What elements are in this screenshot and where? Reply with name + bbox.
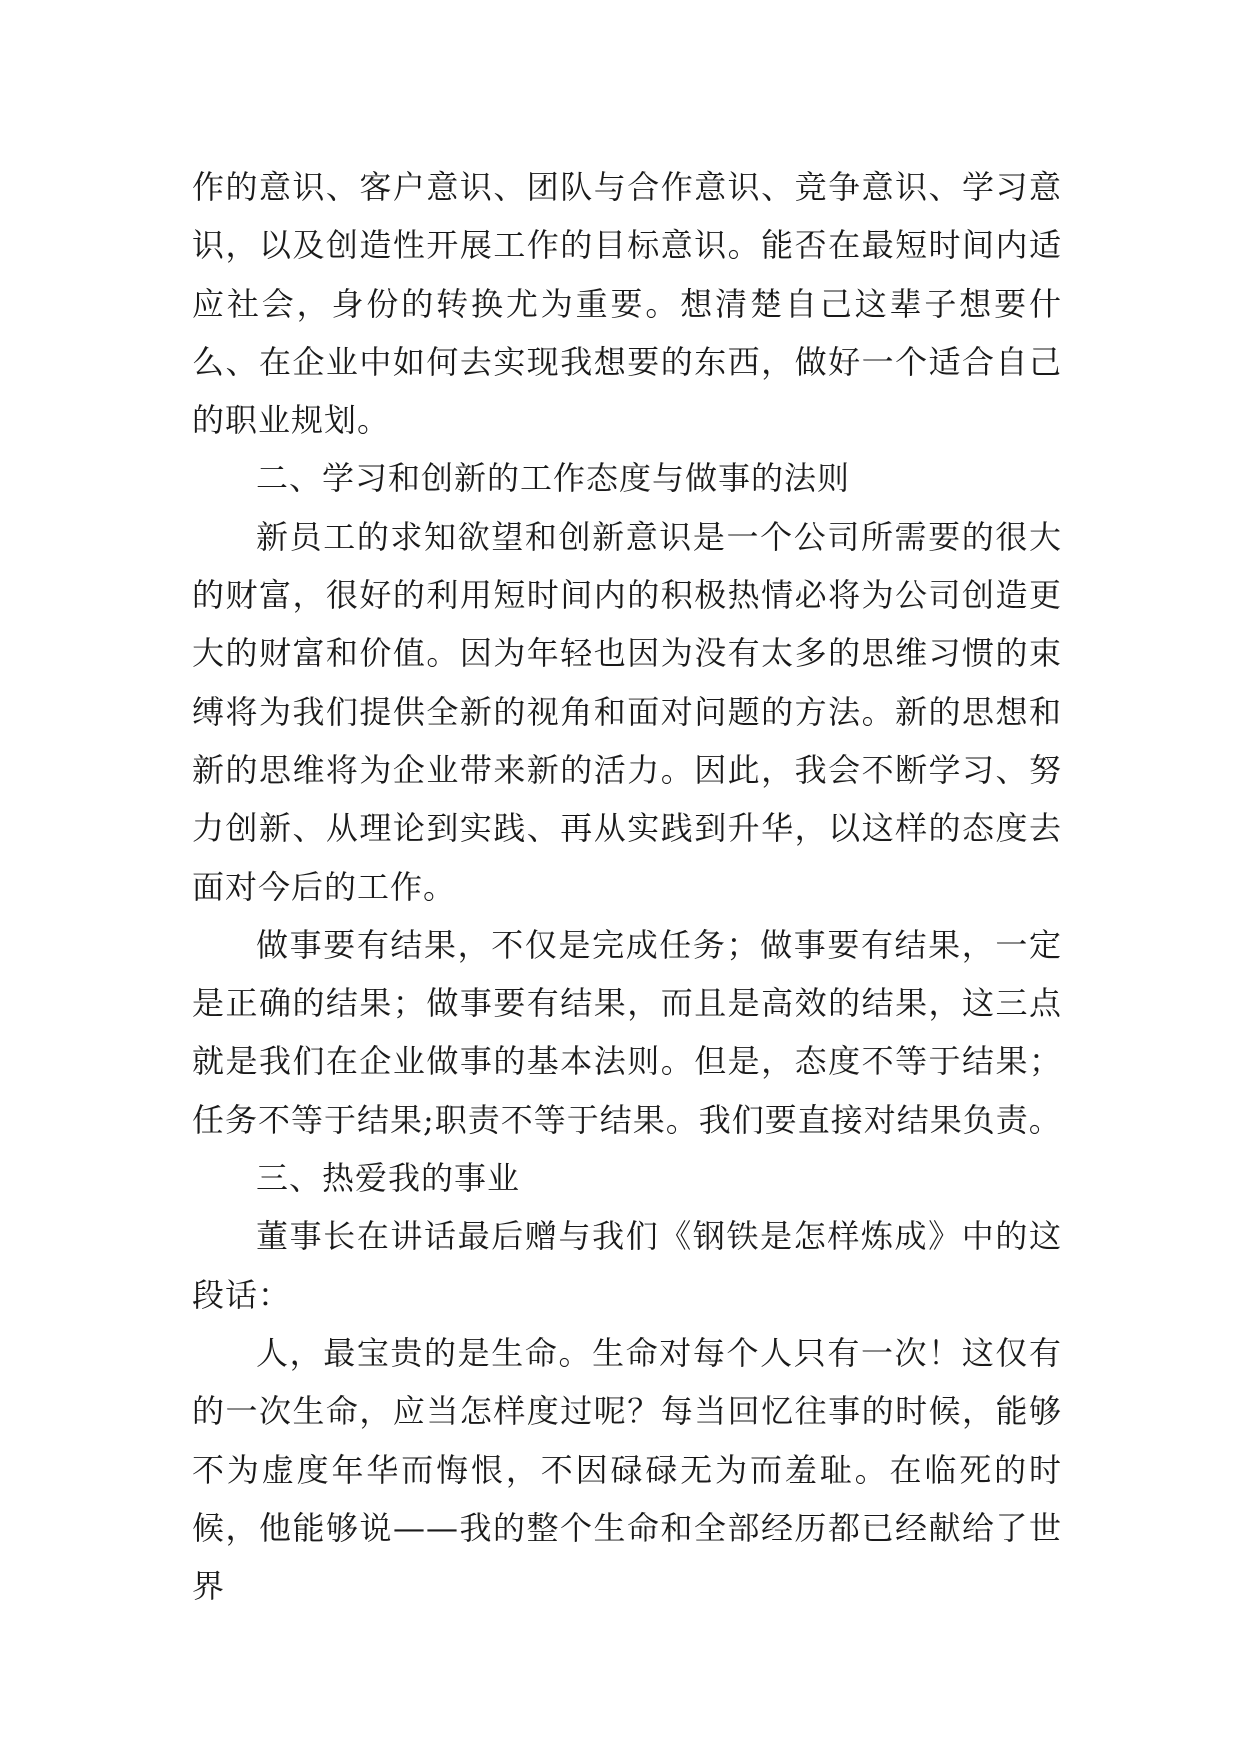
section-heading-3: 三、热爱我的事业 xyxy=(256,1159,521,1198)
paragraph-chairman-quote-intro: 董事长在讲话最后赠与我们《钢铁是怎样炼成》中的这段话： xyxy=(192,1217,1062,1314)
paragraph-quote: 人，最宝贵的是生命。生命对每个人只有一次！这仅有的一次生命，应当怎样度过呢？每当回忆往事的时候，能够不为虚度年华而悔恨，不因碌碌无为而羞耻。在临死的时候，他能够说——我的整个生命和全部经历都已经献给了世界 xyxy=(192,1333,1062,1606)
paragraph-continued: 作的意识、客户意识、团队与合作意识、竞争意识、学习意识，以及创造性开展工作的目标意识。能否在最短时间内适应社会，身份的转换尤为重要。想清楚自己这辈子想要什么、在企业中如何去实现我想要的东西，做好一个适合自己的职业规划。 xyxy=(192,168,1062,440)
document-body xyxy=(192,158,1062,1615)
section-heading-2: 二、学习和创新的工作态度与做事的法则 xyxy=(256,459,851,498)
paragraph-results: 做事要有结果，不仅是完成任务；做事要有结果，一定是正确的结果；做事要有结果，而且是高效的结果，这三点就是我们在企业做事的基本法则。但是，态度不等于结果；任务不等于结果;职责不等于结果。我们要直接对结果负责。 xyxy=(192,925,1062,1139)
paragraph-innovation: 新员工的求知欲望和创新意识是一个公司所需要的很大的财富，很好的利用短时间内的积极热情必将为公司创造更大的财富和价值。因为年轻也因为没有太多的思维习惯的束缚将为我们提供全新的视角和面对问题的方法。新的思想和新的思维将为企业带来新的活力。因此，我会不断学习、努力创新、从理论到实践、再从实践到升华，以这样的态度去面对今后的工作。 xyxy=(192,517,1062,906)
